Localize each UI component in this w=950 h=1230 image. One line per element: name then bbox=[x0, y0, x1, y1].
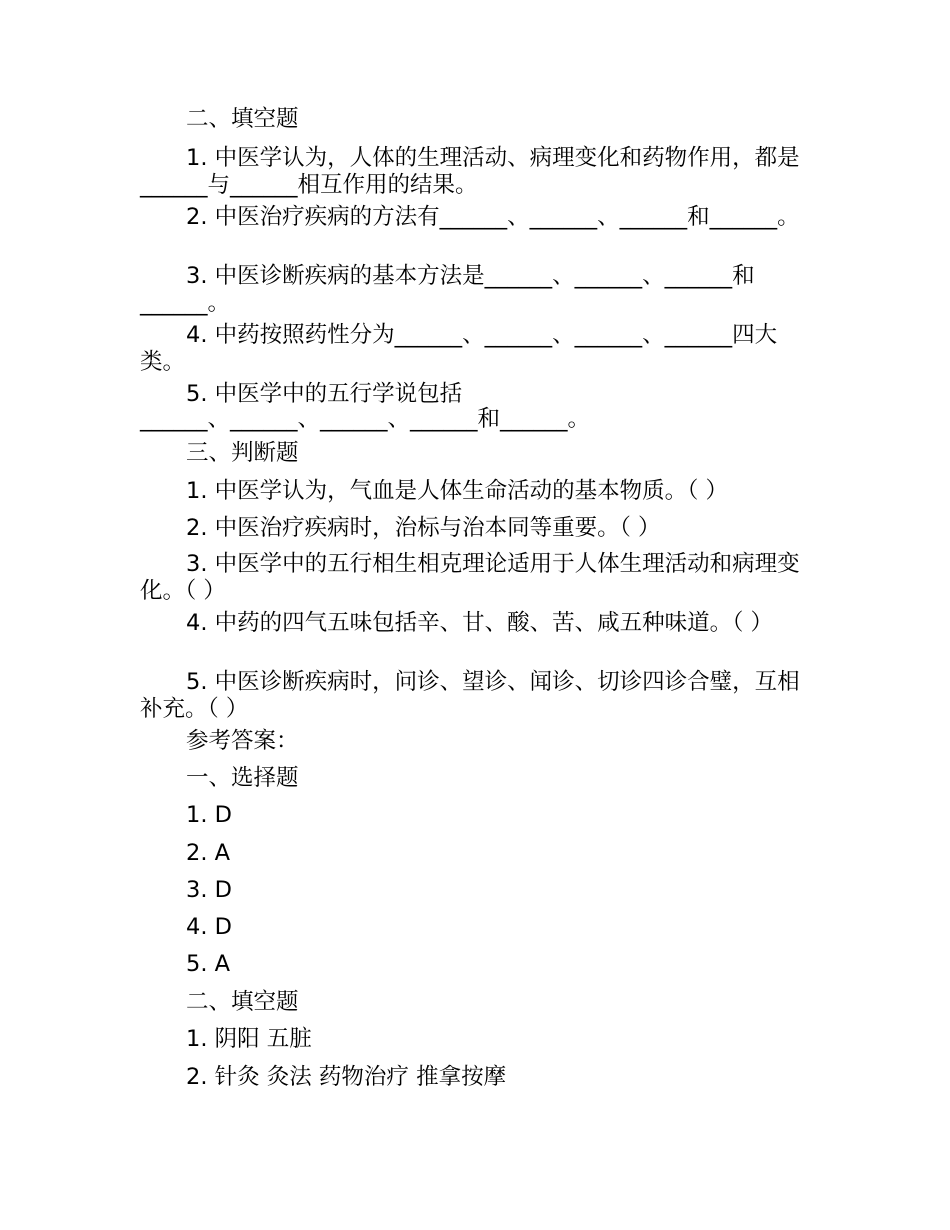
fill-in-question-4: 4. 中药按照药性分为______、______、______、______四大类。 bbox=[140, 322, 778, 375]
answers-choice-heading: 一、选择题 bbox=[186, 765, 299, 791]
section-heading-true-false: 三、判断题 bbox=[186, 440, 299, 466]
answer-fill-2: 2. 针灸 灸法 药物治疗 推拿按摩 bbox=[186, 1064, 507, 1090]
fill-in-question-3: 3. 中医诊断疾病的基本方法是______、______、______和______。 bbox=[140, 263, 755, 316]
true-false-question-1: 1. 中医学认为，气血是人体生命活动的基本物质。（ ） bbox=[186, 478, 729, 504]
answer-choice-5: 5. A bbox=[186, 951, 231, 977]
answer-fill-1: 1. 阴阳 五脏 bbox=[186, 1026, 312, 1052]
true-false-question-2: 2. 中医治疗疾病时，治标与治本同等重要。（ ） bbox=[186, 515, 661, 541]
answer-choice-1: 1. D bbox=[186, 802, 232, 828]
answers-fill-heading: 二、填空题 bbox=[186, 989, 299, 1015]
fill-in-question-5-line-2: ______、______、______、______和______。 bbox=[140, 406, 591, 432]
true-false-question-4: 4. 中药的四气五味包括辛、甘、酸、苦、咸五种味道。（ ） bbox=[186, 610, 774, 636]
fill-in-question-5-line-1: 5. 中医学中的五行学说包括 bbox=[186, 381, 463, 407]
answer-choice-2: 2. A bbox=[186, 840, 231, 866]
fill-in-question-2: 2. 中医治疗疾病的方法有______、______、______和______。 bbox=[186, 204, 800, 230]
answer-choice-3: 3. D bbox=[186, 877, 232, 903]
true-false-question-5: 5. 中医诊断疾病时，问诊、望诊、闻诊、切诊四诊合璧，互相补充。（ ） bbox=[140, 669, 800, 722]
answers-heading: 参考答案： bbox=[186, 728, 299, 754]
true-false-question-3: 3. 中医学中的五行相生相克理论适用于人体生理活动和病理变化。（ ） bbox=[140, 551, 800, 604]
answer-choice-4: 4. D bbox=[186, 914, 232, 940]
fill-in-question-1: 1. 中医学认为，人体的生理活动、病理变化和药物作用，都是______与______相互作用的结果。 bbox=[140, 145, 800, 198]
section-heading-fill-in: 二、填空题 bbox=[186, 106, 299, 132]
